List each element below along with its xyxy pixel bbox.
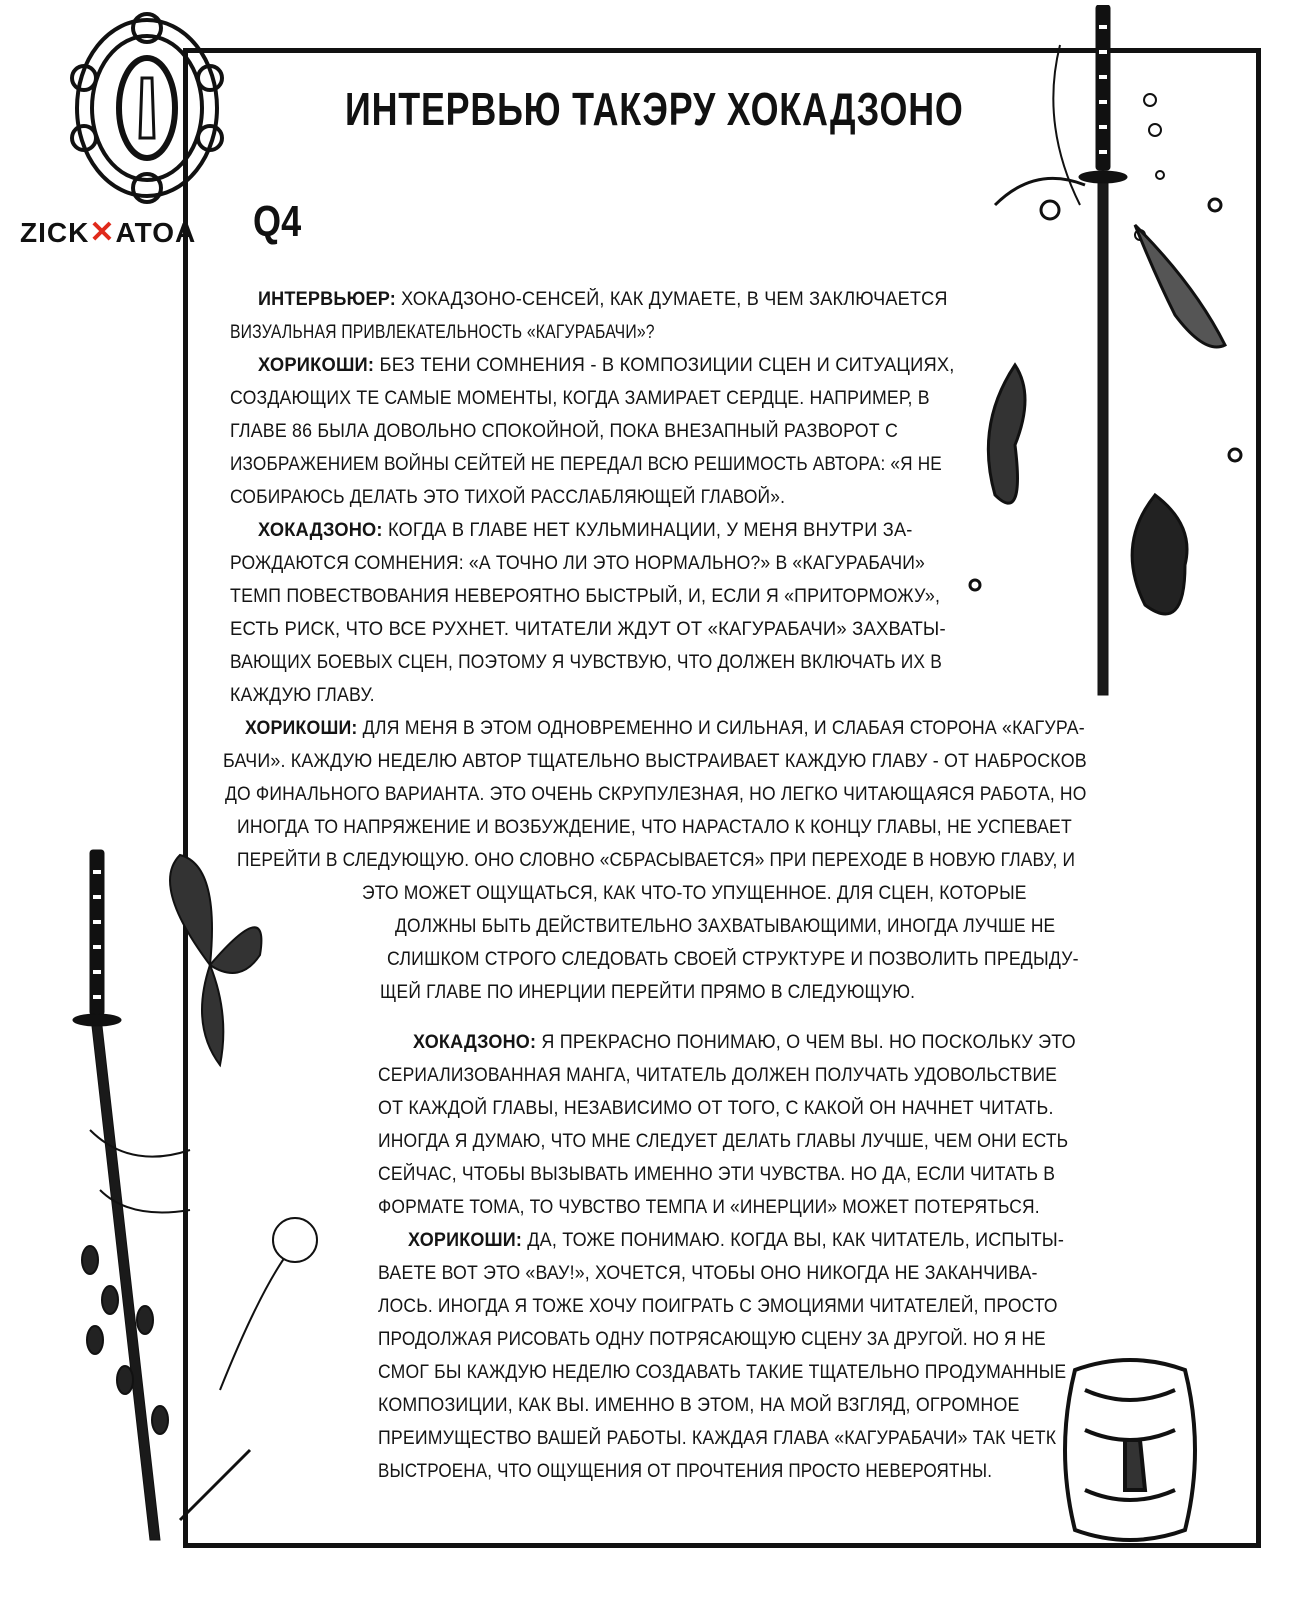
text-line <box>230 388 930 410</box>
text-line <box>223 751 1087 773</box>
text-line <box>387 949 1079 971</box>
line-text: ЩЕЙ ГЛАВЕ ПО ИНЕРЦИИ ПЕРЕЙТИ ПРЯМО В СЛЕДУЮЩУЮ. <box>380 982 916 1003</box>
line-text: ЛОСЬ. ИНОГДА Я ТОЖЕ ХОЧУ ПОИГРАТЬ С ЭМОЦИЯМИ ЧИТАТЕЛЕЙ, ПРОСТО <box>378 1296 1058 1317</box>
text-line <box>225 784 1087 806</box>
text-line <box>230 487 785 509</box>
line-text: ВАЕТЕ ВОТ ЭТО «ВАУ!», ХОЧЕТСЯ, ЧТОБЫ ОНО НИКОГДА НЕ ЗАКАНЧИВА- <box>378 1263 1038 1284</box>
text-line <box>413 1032 1076 1054</box>
team-logo: ZICK✕ATOA <box>20 216 197 249</box>
text-line <box>230 619 946 641</box>
text-line <box>258 520 913 542</box>
line-text: ЕСТЬ РИСК, ЧТО ВСЕ РУХНЕТ. ЧИТАТЕЛИ ЖДУТ ОТ «КАГУРАБАЧИ» ЗАХВАТЫ- <box>230 619 946 640</box>
text-line <box>378 1065 1057 1087</box>
text-line <box>380 982 915 1004</box>
line-text: СОБИРАЮСЬ ДЕЛАТЬ ЭТО ТИХОЙ РАССЛАБЛЯЮЩЕЙ ГЛАВОЙ». <box>230 487 786 508</box>
text-line <box>395 916 1055 938</box>
question-number: Q4 <box>253 197 302 246</box>
text-line <box>245 718 1085 740</box>
line-text: Я ПРЕКРАСНО ПОНИМАЮ, О ЧЕМ ВЫ. НО ПОСКОЛЬКУ ЭТО <box>536 1032 1076 1053</box>
line-text: КОМПОЗИЦИИ, КАК ВЫ. ИМЕННО В ЭТОМ, НА МОЙ ВЗГЛЯД, ОГРОМНОЕ <box>378 1395 1020 1416</box>
line-text: ВАЮЩИХ БОЕВЫХ СЦЕН, ПОЭТОМУ Я ЧУВСТВУЮ, ЧТО ДОЛЖЕН ВКЛЮЧАТЬ ИХ В <box>230 652 942 673</box>
line-text: ДЛЯ МЕНЯ В ЭТОМ ОДНОВРЕМЕННО И СИЛЬНАЯ, И СЛАБАЯ СТОРОНА «КАГУРА- <box>357 718 1085 739</box>
text-line <box>230 685 375 707</box>
speaker-label: ХОКАДЗОНО: <box>258 520 383 541</box>
line-text: СЕРИАЛИЗОВАННАЯ МАНГА, ЧИТАТЕЛЬ ДОЛЖЕН ПОЛУЧАТЬ УДОВОЛЬСТВИЕ <box>378 1065 1058 1086</box>
line-text: ГЛАВЕ 86 БЫЛА ДОВОЛЬНО СПОКОЙНОЙ, ПОКА ВНЕЗАПНЫЙ РАЗВОРОТ С <box>230 421 899 442</box>
text-line <box>258 289 948 311</box>
line-text: ИНОГДА ТО НАПРЯЖЕНИЕ И ВОЗБУЖДЕНИЕ, ЧТО НАРАСТАЛО К КОНЦУ ГЛАВЫ, НЕ УСПЕВАЕТ <box>237 817 1072 838</box>
line-text: ХОКАДЗОНО-СЕНСЕЙ, КАК ДУМАЕТЕ, В ЧЕМ ЗАКЛЮЧАЕТСЯ <box>395 289 948 310</box>
line-text: ЭТО МОЖЕТ ОЩУЩАТЬСЯ, КАК ЧТО-ТО УПУЩЕННОЕ. ДЛЯ СЦЕН, КОТОРЫЕ <box>362 883 1027 904</box>
text-line <box>378 1263 1038 1285</box>
flame-icon: ✕ <box>89 216 116 249</box>
text-line <box>378 1329 1046 1351</box>
line-text: СЛИШКОМ СТРОГО СЛЕДОВАТЬ СВОЕЙ СТРУКТУРЕ И ПОЗВОЛИТЬ ПРЕДЫДУ- <box>387 949 1079 970</box>
speaker-label: ХОРИКОШИ: <box>258 355 375 376</box>
line-text: ПЕРЕЙТИ В СЛЕДУЮЩУЮ. ОНО СЛОВНО «СБРАСЫВАЕТСЯ» ПРИ ПЕРЕХОДЕ В НОВУЮ ГЛАВУ, И <box>237 850 1076 871</box>
line-text: ОТ КАЖДОЙ ГЛАВЫ, НЕЗАВИСИМО ОТ ТОГО, С КАКОЙ ОН НАЧНЕТ ЧИТАТЬ. <box>378 1098 1054 1119</box>
text-line <box>378 1296 1058 1318</box>
line-text: ПРОДОЛЖАЯ РИСОВАТЬ ОДНУ ПОТРЯСАЮЩУЮ СЦЕНУ ЗА ДРУГОЙ. НО Я НЕ <box>378 1329 1046 1350</box>
text-line <box>378 1395 1020 1417</box>
text-line <box>378 1461 992 1483</box>
text-line <box>230 652 942 674</box>
line-text: ПРЕИМУЩЕСТВО ВАШЕЙ РАБОТЫ. КАЖДАЯ ГЛАВА «КАГУРАБАЧИ» ТАК ЧЕТК <box>378 1428 1057 1449</box>
line-text: ИЗОБРАЖЕНИЕМ ВОЙНЫ СЕЙТЕЙ НЕ ПЕРЕДАЛ ВСЮ РЕШИМОСТЬ АВТОРА: «Я НЕ <box>230 454 942 475</box>
line-text: ДОЛЖНЫ БЫТЬ ДЕЙСТВИТЕЛЬНО ЗАХВАТЫВАЮЩИМИ, ИНОГДА ЛУЧШЕ НЕ <box>395 916 1056 937</box>
speaker-label: ХОКАДЗОНО: <box>413 1032 537 1053</box>
tsuba-icon <box>1055 1350 1205 1550</box>
line-text: ДА, ТОЖЕ ПОНИМАЮ. КОГДА ВЫ, КАК ЧИТАТЕЛЬ, ИСПЫТЫ- <box>522 1230 1065 1251</box>
text-line <box>258 355 955 377</box>
text-line <box>378 1362 1066 1384</box>
text-line <box>230 322 655 344</box>
text-line <box>378 1098 1054 1120</box>
line-text: ВИЗУАЛЬНАЯ ПРИВЛЕКАТЕЛЬНОСТЬ «КАГУРАБАЧИ»? <box>230 322 655 343</box>
line-text: КОГДА В ГЛАВЕ НЕТ КУЛЬМИНАЦИИ, У МЕНЯ ВНУТРИ ЗА- <box>382 520 913 541</box>
line-text: ФОРМАТЕ ТОМА, ТО ЧУВСТВО ТЕМПА И «ИНЕРЦИИ» МОЖЕТ ПОТЕРЯТЬСЯ. <box>378 1197 1040 1218</box>
text-line <box>378 1197 1040 1219</box>
line-text: КАЖДУЮ ГЛАВУ. <box>230 685 375 706</box>
speaker-label: ХОРИКОШИ: <box>245 718 358 739</box>
butterfly-icon <box>150 845 270 1075</box>
koi-fish-icon <box>955 165 1255 645</box>
line-text: БАЧИ». КАЖДУЮ НЕДЕЛЮ АВТОР ТЩАТЕЛЬНО ВЫСТРАИВАЕТ КАЖДУЮ ГЛАВУ - ОТ НАБРОСКОВ <box>223 751 1087 772</box>
text-line <box>237 850 1075 872</box>
line-text: ДО ФИНАЛЬНОГО ВАРИАНТА. ЭТО ОЧЕНЬ СКРУПУЛЕЗНАЯ, НО ЛЕГКО ЧИТАЮЩАЯСЯ РАБОТА, НО <box>225 784 1087 805</box>
flower-icon <box>70 1090 330 1590</box>
line-text: ТЕМП ПОВЕСТВОВАНИЯ НЕВЕРОЯТНО БЫСТРЫЙ, И, ЕСЛИ Я «ПРИТОРМОЖУ», <box>230 586 941 607</box>
speaker-label: ХОРИКОШИ: <box>408 1230 523 1251</box>
line-text: СМОГ БЫ КАЖДУЮ НЕДЕЛЮ СОЗДАВАТЬ ТАКИЕ ТЩАТЕЛЬНО ПРОДУМАННЫЕ <box>378 1362 1067 1383</box>
line-text: ИНОГДА Я ДУМАЮ, ЧТО МНЕ СЛЕДУЕТ ДЕЛАТЬ ГЛАВЫ ЛУЧШЕ, ЧЕМ ОНИ ЕСТЬ <box>378 1131 1069 1152</box>
speaker-label: ИНТЕРВЬЮЕР: <box>258 289 396 310</box>
text-line <box>230 586 940 608</box>
text-line <box>378 1164 1055 1186</box>
line-text: РОЖДАЮТСЯ СОМНЕНИЯ: «А ТОЧНО ЛИ ЭТО НОРМАЛЬНО?» В «КАГУРАБАЧИ» <box>230 553 926 574</box>
line-text: СЕЙЧАС, ЧТОБЫ ВЫЗЫВАТЬ ИМЕННО ЭТИ ЧУВСТВА. НО ДА, ЕСЛИ ЧИТАТЬ В <box>378 1164 1056 1185</box>
tsuba-icon <box>62 8 232 208</box>
text-line <box>378 1428 1056 1450</box>
text-line <box>237 817 1072 839</box>
text-line <box>230 454 942 476</box>
line-text: ВЫСТРОЕНА, ЧТО ОЩУЩЕНИЯ ОТ ПРОЧТЕНИЯ ПРОСТО НЕВЕРОЯТНЫ. <box>378 1461 993 1482</box>
page-title: ИНТЕРВЬЮ ТАКЭРУ ХОКАДЗОНО <box>345 83 964 135</box>
line-text: СОЗДАЮЩИХ ТЕ САМЫЕ МОМЕНТЫ, КОГДА ЗАМИРАЕТ СЕРДЦЕ. НАПРИМЕР, В <box>230 388 930 409</box>
text-line <box>408 1230 1064 1252</box>
line-text: БЕЗ ТЕНИ СОМНЕНИЯ - В КОМПОЗИЦИИ СЦЕН И СИТУАЦИЯХ, <box>374 355 955 376</box>
text-line <box>378 1131 1068 1153</box>
text-line <box>230 421 898 443</box>
text-line <box>362 883 1027 905</box>
text-line <box>230 553 925 575</box>
